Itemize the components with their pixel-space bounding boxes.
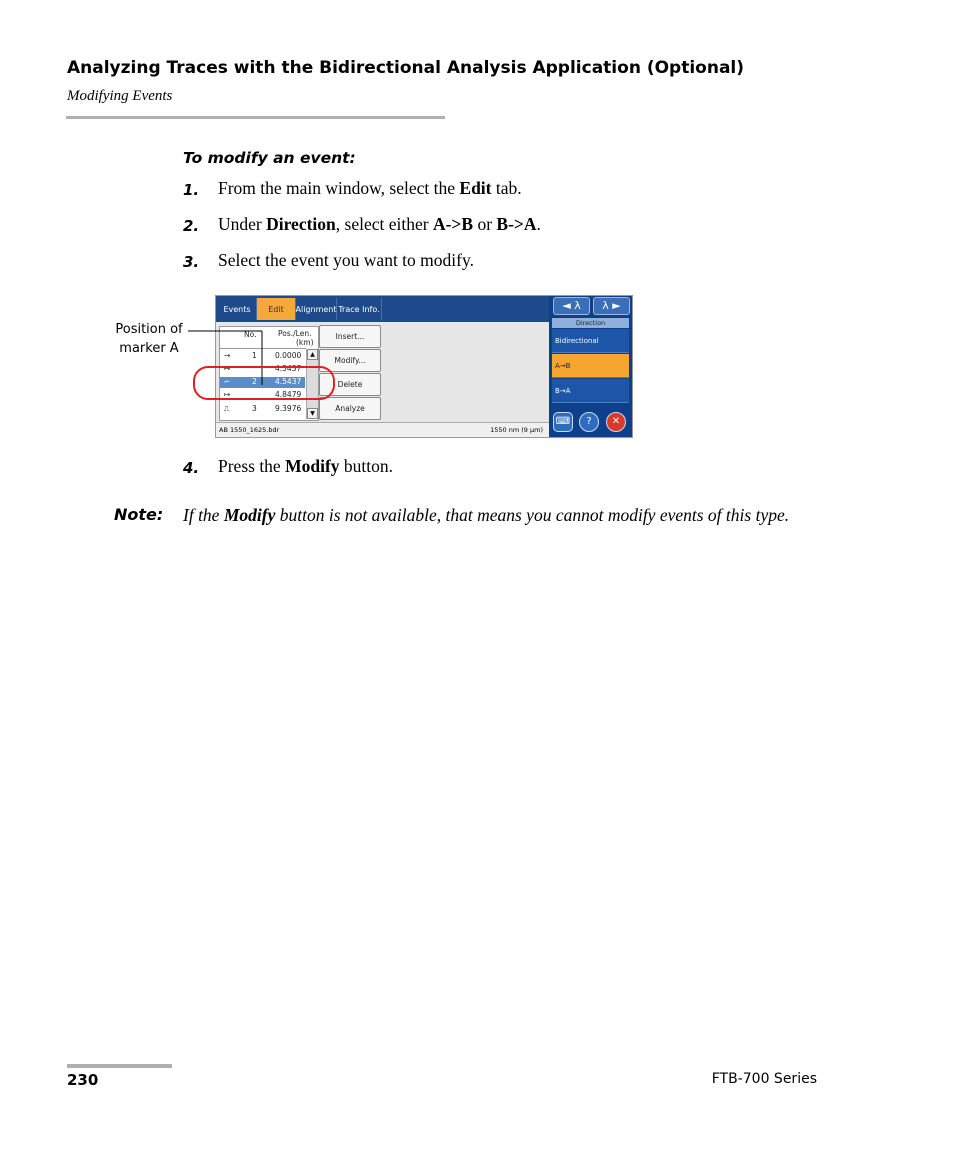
status-filename: AB 1550_1625.bdr xyxy=(219,426,280,434)
insert-button[interactable]: Insert... xyxy=(319,325,381,348)
step-number: 4. xyxy=(183,459,200,477)
section-title: Modifying Events xyxy=(67,88,173,104)
event-icon: ⌐ xyxy=(224,377,231,386)
help-icon[interactable]: ? xyxy=(579,412,599,432)
direction-option-bidirectional[interactable]: Bidirectional xyxy=(552,329,629,353)
step-number: 2. xyxy=(183,217,200,235)
scroll-down-icon[interactable]: ▼ xyxy=(307,408,318,419)
delete-button[interactable]: Delete xyxy=(319,373,381,396)
tab-trace-info[interactable]: Trace Info. xyxy=(337,298,382,320)
product-name: FTB-700 Series xyxy=(711,1071,817,1087)
event-icon: ⎍ xyxy=(224,404,230,413)
keyboard-icon[interactable]: ⌨ xyxy=(553,412,573,432)
table-row[interactable]: ↦ 4.5437 xyxy=(224,364,302,373)
step-text: From the main window, select the Edit tab. xyxy=(218,178,522,198)
table-row[interactable]: ⎍ 3 9.3976 xyxy=(224,404,302,413)
direction-option-a-to-b[interactable]: A→B xyxy=(552,354,629,378)
step-text: Under Direction, select either A->B or B->A. xyxy=(218,214,541,234)
note-text: If the Modify button is not available, that means you cannot modify events of this type. xyxy=(183,505,790,525)
lambda-next-button[interactable]: λ ► xyxy=(593,297,630,315)
direction-header: Direction xyxy=(552,318,629,328)
event-icon: → xyxy=(224,351,231,360)
analyze-button[interactable]: Analyze xyxy=(319,397,381,420)
col-header-unit: (km) xyxy=(296,338,314,347)
table-row[interactable]: ↦ 4.8479 xyxy=(224,390,302,399)
modify-button[interactable]: Modify... xyxy=(319,349,381,372)
step-text: Press the Modify button. xyxy=(218,456,394,476)
step-text: Select the event you want to modify. xyxy=(218,250,474,270)
procedure-title: To modify an event: xyxy=(183,149,356,167)
tab-edit[interactable]: Edit xyxy=(257,298,296,320)
event-icon: ↦ xyxy=(224,390,231,399)
direction-option-b-to-a[interactable]: B→A xyxy=(552,379,629,403)
col-header-no: No. xyxy=(244,330,257,339)
chapter-title: Analyzing Traces with the Bidirectional Analysis Application (Optional) xyxy=(67,58,745,78)
step-number: 1. xyxy=(183,181,200,199)
tab-events[interactable]: Events xyxy=(218,298,257,320)
step-number: 3. xyxy=(183,253,200,271)
tab-alignment[interactable]: Alignment xyxy=(296,298,337,320)
scroll-up-icon[interactable]: ▲ xyxy=(307,349,318,360)
footer-divider xyxy=(67,1064,172,1068)
note-label: Note: xyxy=(114,505,164,524)
col-header-pos: Pos./Len. xyxy=(278,329,312,338)
status-wavelength: 1550 nm (9 µm) xyxy=(490,426,543,434)
table-row-selected[interactable]: ⌐ 2 4.5437 xyxy=(220,377,305,388)
page-number: 230 xyxy=(67,1071,99,1089)
highlight-oval xyxy=(194,367,334,399)
callout-label: Position of marker A xyxy=(115,322,183,356)
table-row[interactable]: → 1 0.0000 xyxy=(224,351,302,360)
close-icon[interactable]: ✕ xyxy=(606,412,626,432)
lambda-prev-button[interactable]: ◄ λ xyxy=(553,297,590,315)
event-icon: ↦ xyxy=(224,364,231,373)
